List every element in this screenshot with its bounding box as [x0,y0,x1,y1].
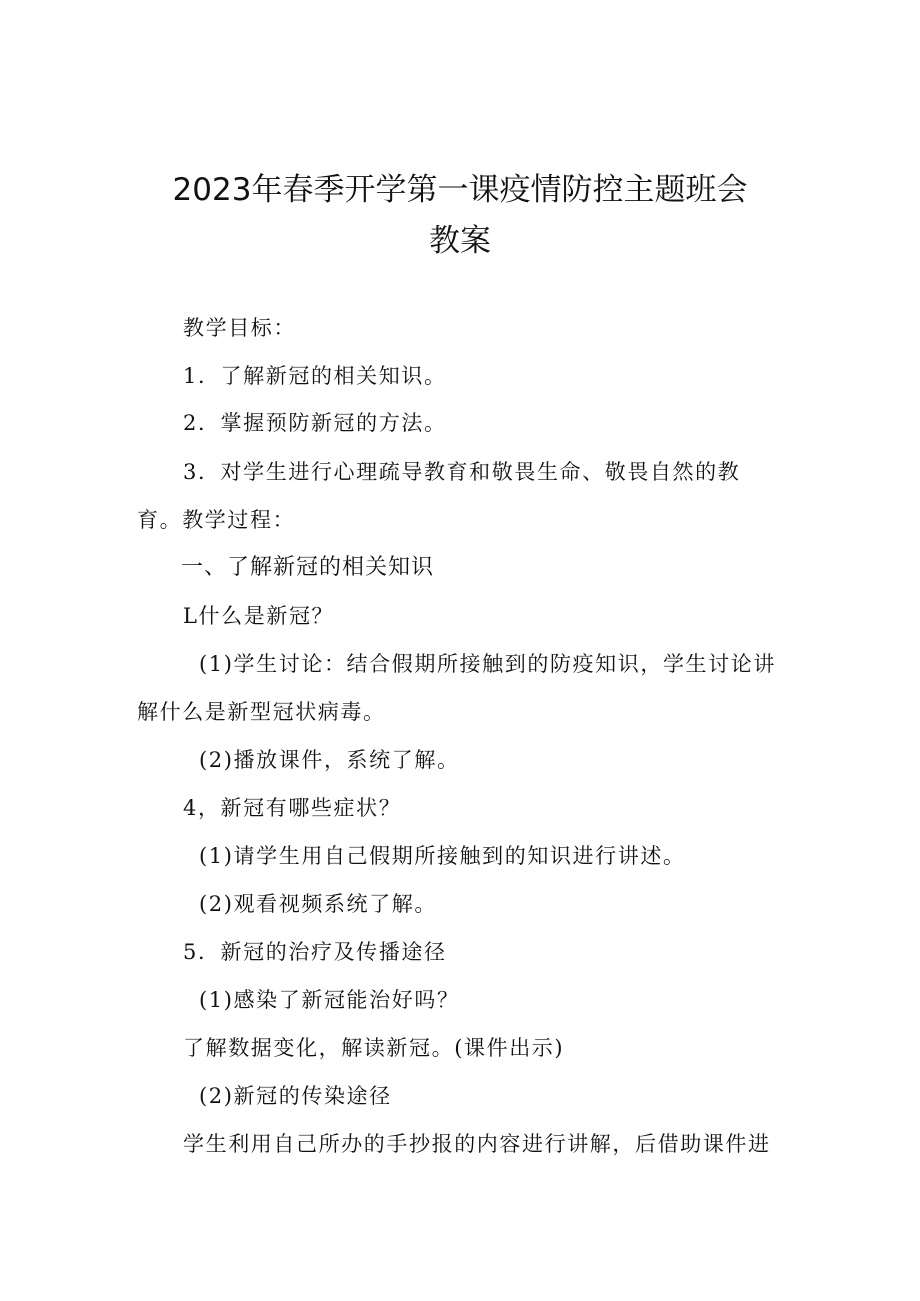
paragraph-objective-2: 2．掌握预防新冠的方法。 [183,411,447,435]
paragraph-item-what-is: L什么是新冠？ [183,604,335,628]
paragraph-can-cure: (1)感染了新冠能治好吗？ [199,988,460,1012]
paragraph-discussion-continued: 解什么是新型冠状病毒。 [137,700,386,724]
paragraph-data-change: 了解数据变化，解读新冠。(课件出示) [183,1036,565,1060]
paragraph-item-symptoms: 4，新冠有哪些症状？ [183,796,402,820]
paragraph-item-treatment: 5．新冠的治疗及传播途径 [183,940,447,964]
document-title-continued: 教案 [429,223,491,259]
paragraph-objective-3-continued: 育。教学过程： [137,508,296,532]
paragraph-student-describe: (1)请学生用自己假期所接触到的知识进行讲述。 [199,844,686,868]
document-title: 2023年春季开学第一课疫情防控主题班会 [172,172,748,208]
paragraph-transmission: (2)新冠的传染途径 [199,1084,392,1108]
paragraph-play-courseware: (2)播放课件，系统了解。 [199,748,460,772]
paragraph-objective-1: 1．了解新冠的相关知识。 [183,364,447,388]
paragraph-objectives-label: 教学目标： [183,316,296,340]
paragraph-objective-3: 3．对学生进行心理疏导教育和敬畏生命、敬畏自然的教 [183,460,741,484]
paragraph-discussion: (1)学生讨论：结合假期所接触到的防疫知识，学生讨论讲 [199,652,776,676]
paragraph-handwritten-newspaper: 学生利用自己所办的手抄报的内容进行讲解，后借助课件进 [183,1132,771,1156]
section-heading-1: 一、了解新冠的相关知识 [181,555,435,580]
paragraph-watch-video: (2)观看视频系统了解。 [199,892,437,916]
